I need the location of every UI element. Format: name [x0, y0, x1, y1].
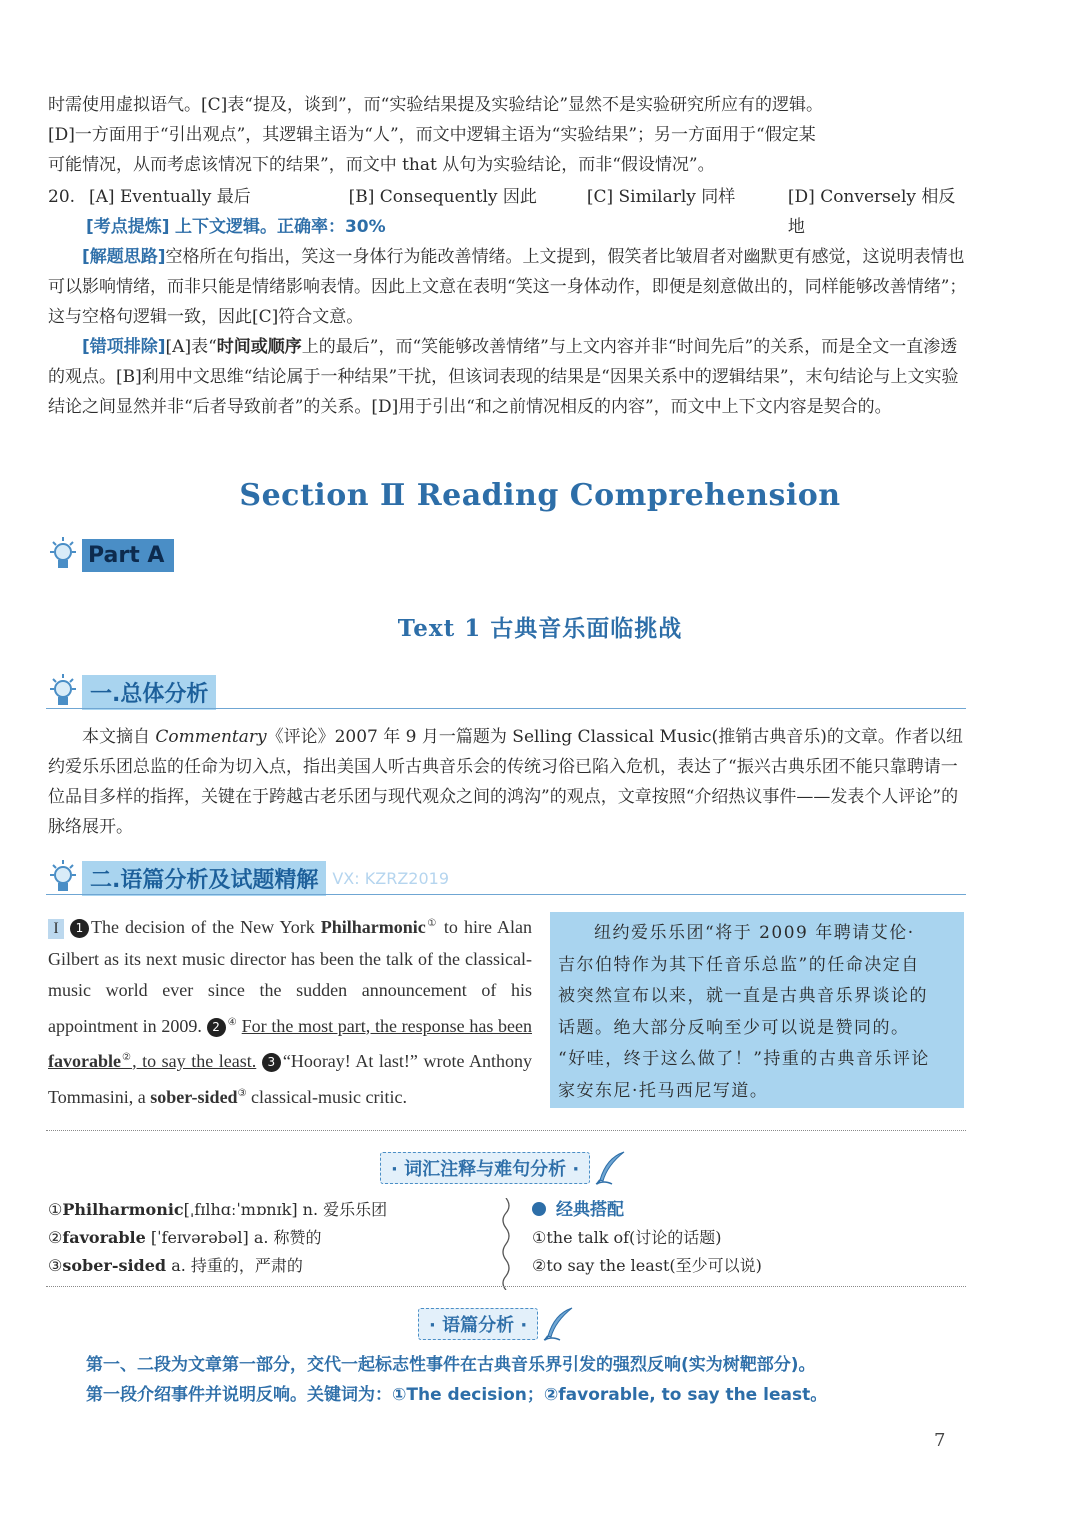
footnote-mark: ① [425, 918, 438, 929]
translation-line: 话题。绝大部分反响至少可以说是赞同的。 [558, 1017, 910, 1038]
kaodian-tag: [考点提炼] [86, 217, 170, 237]
overall-text: 《评论》2007 年 9 月一篇题为 Selling Classical Music(推销古典音乐)的文章。作者以纽约爱乐乐团总监的任命为切入点，指出美国人听古典音乐会的传统习俗已陷入危机，表达了“振兴古典乐团不能只靠聘请一位品目多样的指挥，关键在于跨越古老乐团与现代观众之间的鸿沟”的观点，文章按照“介绍热议事件——发表个人评论”的脉络展开。 [48, 727, 963, 837]
vocab-word: sober-sided [62, 1256, 167, 1275]
vocab-item [48, 1196, 387, 1224]
jieti-text: 空格所在句指出，笑这一身体行为能改善情绪。上文提到，假笑者比皱眉者对幽默更有感觉，这说明表情也可以影响情绪，而非只能是情绪影响表情。因此上文意在表明“笑这一身体动作，即便是刻意做出的，同样能够改善情绪”；这与空格句逻辑一致，因此[C]符合文意。 [48, 247, 967, 327]
collocation-item: ①the talk of(讨论的话题) [532, 1228, 722, 1247]
discourse-subheader [418, 1306, 576, 1342]
footnote-mark: ③ [237, 1087, 247, 1099]
vocab-number: ② [48, 1228, 63, 1247]
option-b: [B] Consequently 因此 [348, 187, 537, 207]
divider [46, 894, 966, 895]
jieti-paragraph [48, 242, 968, 332]
translation-line: “好哇，终于这么做了！”持重的古典音乐评论 [558, 1049, 930, 1069]
collocation-title: 经典搭配 [556, 1200, 624, 1220]
lightbulb-icon [46, 858, 80, 898]
vocab-section-header [380, 1150, 628, 1186]
collocation-item: ②to say the least(至少可以说) [532, 1256, 762, 1275]
quill-icon [542, 1306, 576, 1342]
option-c: [C] Similarly 同样 [586, 187, 736, 207]
cuoxiang-text-a: [A]表“ [165, 337, 217, 357]
paragraph-number: I [48, 919, 64, 939]
cuoxiang-text-b: 上的最后”，而“笑能够改善情绪”与上文内容并非“时间先后”的关系，而是全文一直渗透的观点。[B]利用中文思维“结论属于一种结果”干扰，但该词表现的结果是“因果关系中的逻辑结果”，末句结论与上文实验结论之间显然并非“后者导致前者”的关系。[D]用于引出“和之前情况相反的内容”，而文中上下文内容是契合的。 [48, 337, 959, 417]
part-a-header [46, 534, 174, 576]
source-title: Commentary [155, 727, 267, 747]
overall-analysis-header [46, 672, 216, 712]
vocab-definition: [ˈfeɪvərəbəl] a. 称赞的 [145, 1228, 322, 1247]
footnote-mark: ④ [227, 1016, 237, 1028]
sentence-text: to hire Alan Gilbert as its next music director has been the talk of the classical-music world ever since the sudden announcement of his appointment in 2009. [48, 917, 533, 1036]
translation-line: 家安东尼·托马西尼写道。 [558, 1080, 769, 1101]
jieti-tag: [解题思路] [82, 247, 166, 267]
section-title: Section Ⅱ Reading Comprehension [239, 478, 841, 513]
bullet-icon [532, 1202, 546, 1216]
explanation-line: 时需使用虚拟语气。[C]表“提及，谈到”，而“实验结果提及实验结论”显然不是实验研究所应有的逻辑。 [48, 95, 824, 115]
translation-line: 被突然宣布以来，就一直是古典音乐界谈论的 [558, 986, 928, 1006]
sentence-number: 1 [70, 919, 89, 938]
option-d: [D] Conversely 相反地 [787, 187, 956, 237]
cuoxiang-paragraph [48, 332, 968, 422]
sentence-text: classical-music critic. [246, 1086, 407, 1107]
sentence-text: For the most part, the response has been [241, 1015, 533, 1036]
vocab-definition: a. 持重的，严肃的 [166, 1256, 303, 1275]
option-a: [A] Eventually 最后 [89, 187, 251, 207]
dotted-divider [46, 1130, 966, 1131]
vocab-word: Philharmonic [62, 1200, 184, 1219]
vocab-number: ③ [48, 1256, 63, 1275]
vocab-word: sober-sided [150, 1086, 238, 1107]
page-number: 7 [934, 1430, 946, 1451]
watermark: VX: KZRZ2019 [332, 868, 449, 888]
collocation-header [532, 1196, 762, 1224]
overall-paragraph [48, 722, 968, 842]
explanation-line: [D]一方面用于“引出观点”，其逻辑主语为“人”，而文中逻辑主语为“实验结果”；另一方面用于“假定某 [48, 125, 816, 145]
translation-line: 吉尔伯特作为其下任音乐总监”的任命决定自 [558, 954, 920, 975]
dotted-divider [46, 1286, 966, 1287]
cuoxiang-bold: 时间或顺序 [216, 337, 302, 357]
text-1-title: Text 1 古典音乐面临挑战 [397, 615, 683, 642]
vocab-definition: [ˌfɪlhɑːˈmɒnɪk] n. 爱乐乐团 [183, 1200, 388, 1219]
vocab-list [48, 1196, 387, 1280]
sentence-text: “Hooray! At last!” wrote Anthony Tommasini, a [48, 1051, 532, 1107]
part-a-label: Part A [82, 539, 174, 572]
vocab-item [48, 1224, 387, 1252]
sentence-number: 3 [262, 1053, 281, 1072]
lightbulb-icon [46, 535, 80, 575]
vocab-word: favorable [62, 1228, 146, 1247]
squiggle-divider [498, 1198, 514, 1290]
lightbulb-icon [46, 672, 80, 712]
overall-text: 本文摘自 [82, 727, 156, 747]
discourse-analysis-line: 第一段介绍事件并说明反响。关键词为：①The decision；②favorable, to say the least。 [86, 1385, 828, 1405]
sentence-text: , to say the least. [132, 1051, 257, 1071]
translation-line: 纽约爱乐乐团“将于 2009 年聘请艾伦· [594, 923, 915, 943]
footnote-mark: ② [120, 1052, 133, 1063]
cuoxiang-tag: [错项排除] [82, 337, 166, 357]
quill-icon [594, 1150, 628, 1186]
discourse-analysis-line: 第一、二段为文章第一部分，交代一起标志性事件在古典音乐界引发的强烈反响(实为树靶部分)。 [86, 1355, 816, 1375]
continued-explanation [48, 90, 968, 180]
vocab-section-label: · 词汇注释与难句分析 · [380, 1152, 590, 1184]
discourse-sub-label: · 语篇分析 · [418, 1308, 538, 1340]
english-passage [48, 908, 532, 1113]
divider [46, 708, 966, 709]
translation-box [550, 912, 964, 1108]
overall-analysis-label: 一.总体分析 [82, 675, 216, 710]
vocab-number: ① [48, 1200, 63, 1219]
explanation-line: 可能情况，从而考虑该情况下的结果”，而文中 that 从句为实验结论，而非“假设情况”。 [48, 155, 715, 175]
kaodian-line [48, 212, 968, 242]
vocab-word: favorable [48, 1051, 121, 1071]
discourse-analysis-header [46, 858, 449, 898]
collocation-list [532, 1196, 762, 1280]
kaodian-text: 上下文逻辑。正确率：30% [174, 217, 386, 237]
question-number: 20. [48, 187, 76, 207]
vocab-item [48, 1252, 387, 1280]
sentence-number: 2 [207, 1018, 226, 1037]
sentence-text: The decision of the New York [91, 917, 321, 937]
discourse-analysis-label: 二.语篇分析及试题精解 [82, 861, 326, 896]
vocab-word: Philharmonic [320, 917, 426, 937]
